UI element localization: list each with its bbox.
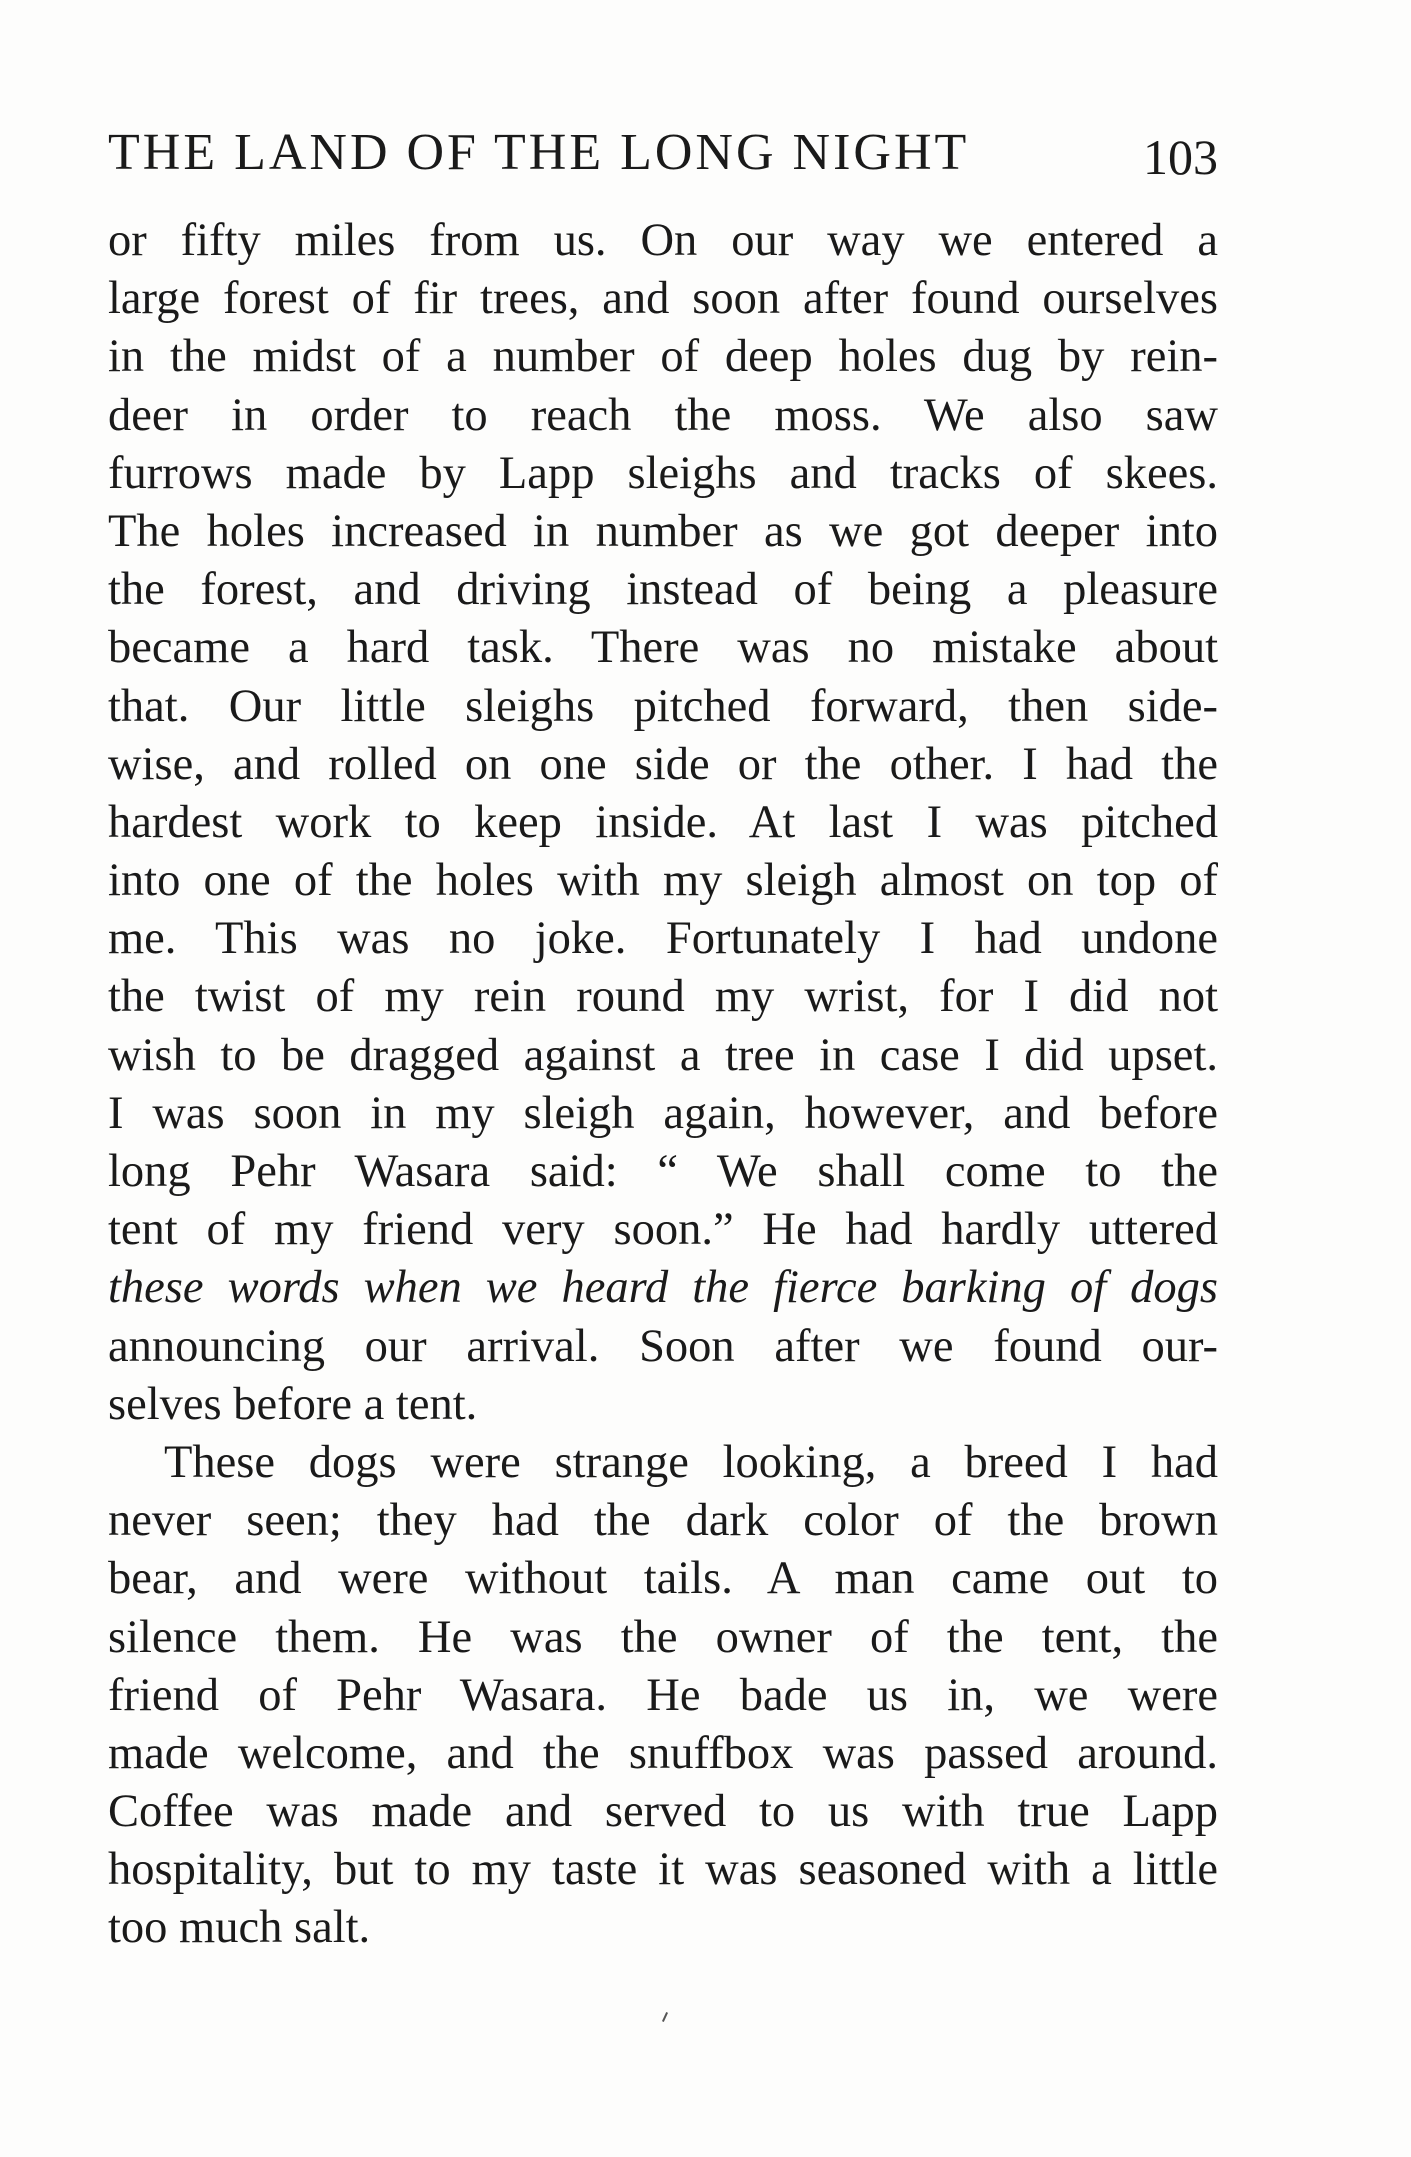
text-line: selves before a tent. — [108, 1378, 478, 1430]
stray-ink-mark — [662, 2012, 668, 2022]
text-line: tent of my friend very soon.” He had hardly uttered — [108, 1204, 1218, 1256]
text-line: long Pehr Wasara said: “ We shall come to the — [108, 1146, 1218, 1197]
text-line: the forest, and driving instead of being a pleasure — [108, 564, 1218, 616]
paragraph — [108, 212, 1218, 1434]
text-line: announcing our arrival. Soon after we found our- — [108, 1320, 1218, 1372]
page-header — [108, 118, 1218, 188]
text-line: into one of the holes with my sleigh almost on top of — [108, 855, 1218, 907]
text-line: friend of Pehr Wasara. He bade us in, we were — [108, 1669, 1218, 1721]
text-line: that. Our little sleighs pitched forward, then side- — [108, 680, 1218, 732]
text-line: too much salt. — [108, 1902, 371, 1954]
text-line: wise, and rolled on one side or the other. I had the — [108, 738, 1218, 790]
text-line: These dogs were strange looking, a breed I had — [164, 1436, 1218, 1488]
text-line: never seen; they had the dark color of the brown — [108, 1495, 1218, 1547]
text-line: silence them. He was the owner of the tent, the — [108, 1611, 1218, 1663]
text-line: Coffee was made and served to us with true Lapp — [108, 1786, 1218, 1838]
text-line: I was soon in my sleigh again, however, and before — [108, 1087, 1218, 1139]
text-line: The holes increased in number as we got deeper into — [108, 505, 1218, 557]
text-line: the twist of my rein round my wrist, for I did not — [108, 971, 1218, 1023]
paragraph — [108, 1434, 1218, 1958]
text-line: me. This was no joke. Fortunately I had undone — [108, 913, 1218, 965]
body-text — [108, 212, 1218, 1958]
text-line: hardest work to keep inside. At last I was pitched — [108, 796, 1218, 848]
text-line: wish to be dragged against a tree in case I did upset. — [108, 1029, 1218, 1081]
text-line-italic: these words when we heard the fierce barking of dogs — [108, 1262, 1218, 1314]
page-number: 103 — [1143, 129, 1218, 185]
running-head: THE LAND OF THE LONG NIGHT — [108, 124, 970, 181]
text-line: deer in order to reach the moss. We also saw — [108, 389, 1218, 441]
text-line: or fifty miles from us. On our way we entered a — [108, 215, 1218, 266]
text-line: large forest of fir trees, and soon after found ourselves — [108, 273, 1218, 325]
text-line: in the midst of a number of deep holes dug by rein- — [108, 331, 1218, 383]
text-line: became a hard task. There was no mistake about — [108, 622, 1218, 674]
text-line: hospitality, but to my taste it was seasoned with a little — [108, 1844, 1218, 1896]
text-line: bear, and were without tails. A man came out to — [108, 1553, 1218, 1605]
text-line: furrows made by Lapp sleighs and tracks of skees. — [108, 447, 1218, 499]
text-line: made welcome, and the snuffbox was passed around. — [108, 1727, 1218, 1779]
